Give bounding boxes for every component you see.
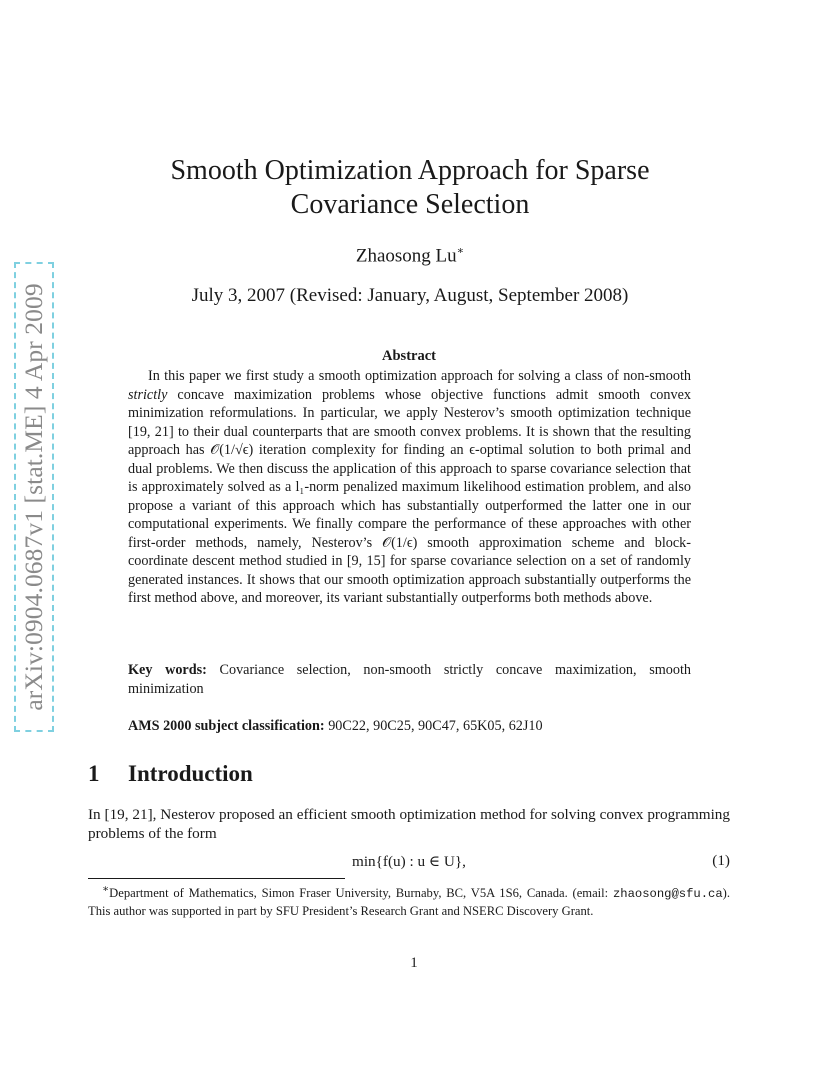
title-line-2: Covariance Selection <box>290 189 530 220</box>
abstract-heading: Abstract <box>382 348 436 364</box>
section-heading <box>88 761 253 787</box>
author-name: Zhaosong Lu <box>355 245 457 267</box>
citation-link[interactable]: [19, 21] <box>104 806 153 823</box>
intro-paragraph <box>88 805 730 843</box>
equation-number: (1) <box>712 852 730 869</box>
author-email-link[interactable]: zhaosong@sfu.ca <box>612 887 723 902</box>
abstract-text-3: to their dual counterparts that are smooth convex problems. It is shown that the resulting approach has 𝒪(1/√ϵ) iteration complexity for finding an ϵ-optimal solution to both primal and dual problems. We then discuss the application of this approach to sparse covariance selection that is approximately solved as a l₁-norm penalized maximum likelihood estimation problem, and also propose a variant of this approach which has substantially outperformed the latter one in our computational experiments. We finally compare the performance of these approaches with other first-order methods, namely, Nesterov’s 𝒪(1/ϵ) smooth approximation scheme and block-coordinate descent method studied in <box>128 423 691 569</box>
citation-link[interactable]: [19, 21] <box>128 423 174 440</box>
footnote-rule <box>88 878 345 879</box>
arxiv-stamp[interactable]: arXiv:0904.0687v1 [stat.ME] 4 Apr 2009 <box>19 283 48 711</box>
abstract-text-2: concave maximization problems whose objective functions admit smooth convex minimization reformulations. In particular, we apply Nesterov’s smooth optimization technique <box>128 386 691 421</box>
section-title: Introduction <box>128 761 253 786</box>
abstract-text-1: In this paper we first study a smooth optimization approach for solving a class of non-smooth <box>148 368 691 384</box>
paper-title <box>100 154 720 222</box>
footnote-text-1: Department of Mathematics, Simon Fraser University, Burnaby, BC, V5A 1S6, Canada. (email: <box>109 886 613 901</box>
title-line-1: Smooth Optimization Approach for Sparse <box>170 155 650 186</box>
abstract-body <box>128 367 691 608</box>
ams-label: AMS 2000 subject classification: <box>128 718 325 734</box>
keywords <box>128 661 691 698</box>
author <box>200 244 620 267</box>
abstract-emphasis: strictly <box>128 386 168 403</box>
keywords-label: Key words: <box>128 662 207 678</box>
keywords-text: Covariance selection, non-smooth strictly concave maximization, smooth minimization <box>128 662 691 697</box>
ams-codes: 90C22, 90C25, 90C47, 65K05, 62J10 <box>324 718 543 734</box>
equation-expression: min{f(u) : u ∈ U}, <box>352 853 466 870</box>
intro-text-2: , Nesterov proposed an efficient smooth optimization method for solving convex programming problems of the form <box>88 806 730 842</box>
author-footnote-mark[interactable]: ∗ <box>456 245 465 257</box>
date-line: July 3, 2007 (Revised: January, August, September 2008) <box>191 285 629 306</box>
footnote <box>88 882 730 919</box>
abstract-text-4: for sparse covariance selection on a set of randomly generated instances. It shows that our smooth optimization approach substantially outperforms the first method above, and moreover, its variant substantially outperforms both methods above. <box>128 553 691 606</box>
equation-1 <box>88 852 730 872</box>
ams-classification <box>128 717 691 736</box>
page-number: 1 <box>410 955 418 971</box>
citation-link[interactable]: [9, 15] <box>346 553 386 569</box>
footnote-text-2: ). This author was supported in part by SFU President’s Research Grant and NSERC Discovery Grant. <box>88 886 730 918</box>
intro-text-1: In <box>88 806 105 823</box>
section-number: 1 <box>88 761 100 786</box>
footnote-mark: ∗ <box>102 884 110 895</box>
